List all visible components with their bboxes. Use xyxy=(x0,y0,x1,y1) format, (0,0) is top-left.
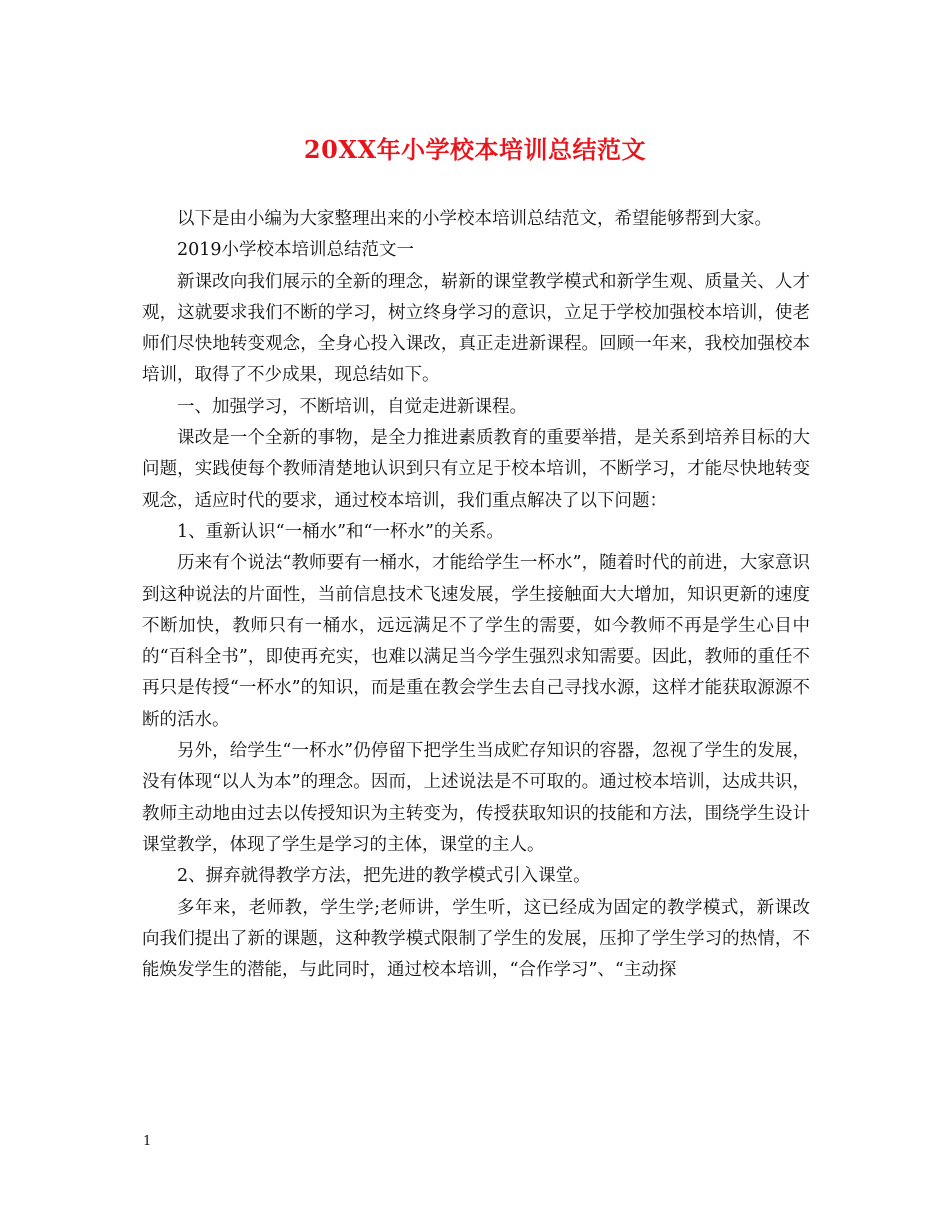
paragraph-5: 多年来，老师教，学生学;老师讲，学生听，这已经成为固定的教学模式，新课改向我们提出了新的课题，这种教学模式限制了学生的发展，压抑了学生学习的热情，不能焕发学生的潜能，与此同时，通过校本培训，“合作学习”、“主动探 xyxy=(142,897,810,981)
paragraph-3: 历来有个说法“教师要有一桶水，才能给学生一杯水”，随着时代的前进，大家意识到这种说法的片面性，当前信息技术飞速发展，学生接触面大大增加，知识更新的速度不断加快，教师只有一桶水，远远满足不了学生的需要，如今教师不再是学生心目中的“百科全书”，即使再充实，也难以满足当今学生强烈求知需要。因此，教师的重任不再只是传授“一杯水”的知识，而是重在教会学生去自己寻找水源，这样才能获取源源不断的活水。 xyxy=(142,553,810,730)
paragraph-2: 课改是一个全新的事物，是全力推进素质教育的重要举措，是关系到培养目标的大问题，实践使每个教师清楚地认识到只有立足于校本培训，不断学习，才能尽快地转变观念，适应时代的要求，通过校本培训，我们重点解决了以下问题： xyxy=(142,428,810,511)
paragraph-subtitle: 2019小学校本培训总结范文一 xyxy=(177,240,415,261)
document-title: 20XX年小学校本培训总结范文 xyxy=(303,135,647,164)
document-body xyxy=(142,204,810,986)
paragraph-intro: 以下是由小编为大家整理出来的小学校本培训总结范文，希望能够帮到大家。 xyxy=(177,209,772,229)
paragraph-4: 另外，给学生“一杯水”仍停留下把学生当成贮存知识的容器，忽视了学生的发展，没有体现“以人为本”的理念。因而，上述说法是不可取的。通过校本培训，达成共识，教师主动地由过去以传授知识为主转变为，传授获取知识的技能和方法，围绕学生设计课堂教学，体现了学生是学习的主体，课堂的主人。 xyxy=(142,741,810,855)
subsection-heading-2: 2、摒弃就得教学方法，把先进的教学模式引入课堂。 xyxy=(177,866,591,887)
section-heading-1: 一、加强学习，不断培训，自觉走进新课程。 xyxy=(177,396,527,417)
page-number: 1 xyxy=(143,1134,152,1149)
subsection-heading-1: 1、重新认识“一桶水”和“一杯水”的关系。 xyxy=(177,521,504,542)
paragraph-1: 新课改向我们展示的全新的理念，崭新的课堂教学模式和新学生观、质量关、人才观，这就要求我们不断的学习，树立终身学习的意识，立足于学校加强校本培训，使老师们尽快地转变观念，全身心投入课改，真正走进新课程。回顾一年来，我校加强校本培训，取得了不少成果，现总结如下。 xyxy=(142,271,810,386)
